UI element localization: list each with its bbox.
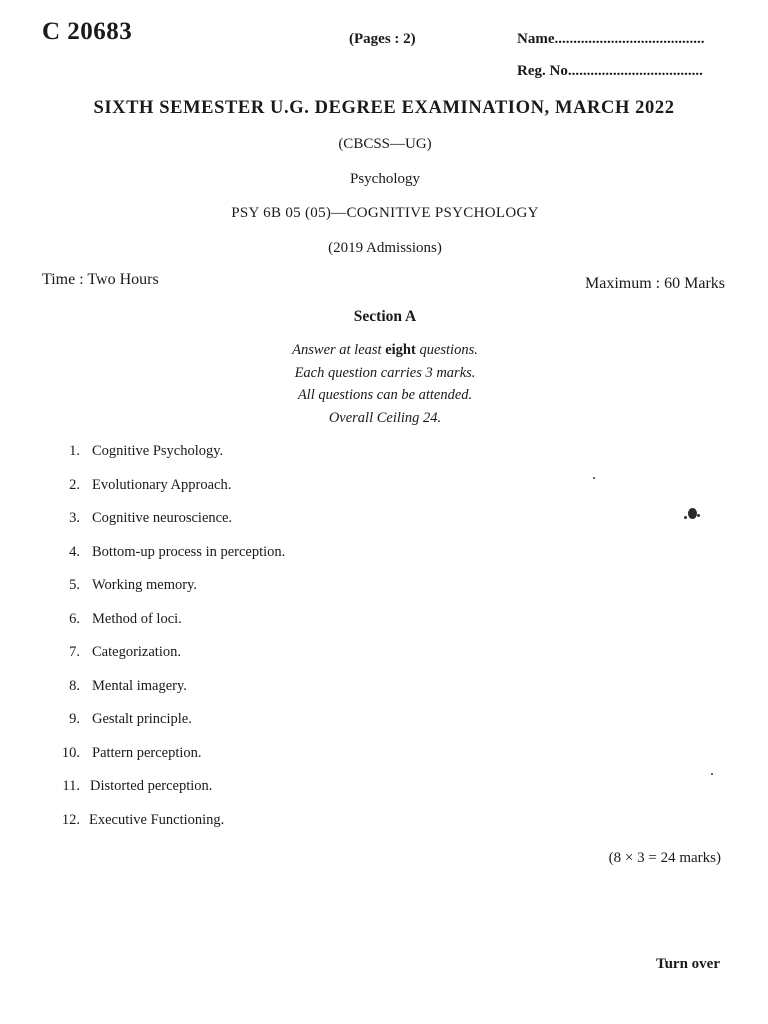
question-text: Distorted perception. [90,778,213,794]
instruction-prefix: Answer at least [292,342,382,358]
scan-speck [711,773,713,775]
question-text: Gestalt principle. [92,711,192,727]
marks-summary: (8 × 3 = 24 marks) [608,850,721,866]
section-heading: Section A [353,308,417,325]
question-number: 1. [69,443,80,459]
question-text: Categorization. [92,644,181,660]
question-paper-code: C 20683 [42,18,133,45]
question-text: Cognitive Psychology. [92,443,224,459]
question-text: Mental imagery. [92,677,187,694]
question-number: 7. [69,644,80,660]
scan-speck [697,514,700,517]
question-text: Bottom-up process in perception. [92,543,286,560]
question-number: 10. [61,744,80,761]
paper-title: PSY 6B 05 (05)—COGNITIVE PSYCHOLOGY [231,205,539,221]
instruction-marks-each: Each question carries 3 marks. [294,365,476,381]
question-number: 6. [69,610,80,627]
candidate-name-field: Name........................................ [517,31,705,47]
question-number: 3. [69,510,80,526]
question-number: 9. [69,711,80,727]
scan-speck [593,477,595,479]
exam-subject: Psychology [349,171,420,187]
maximum-marks: Maximum : 60 Marks [585,275,725,292]
instruction-suffix: questions. [419,342,478,358]
exam-duration: Time : Two Hours [42,271,159,288]
exam-title: SIXTH SEMESTER U.G. DEGREE EXAMINATION, MARCH 2022 [93,98,675,118]
instruction-answer-count [0,342,768,359]
instruction-ceiling: Overall Ceiling 24. [328,410,442,426]
question-text: Working memory. [92,577,198,593]
question-number: 8. [69,677,80,694]
question-number: 5. [69,577,80,593]
question-text: Method of loci. [92,610,182,627]
instruction-emphasis: eight [385,342,416,358]
admission-year: (2019 Admissions) [328,240,442,256]
scan-speck [688,508,697,519]
scan-speck [684,516,687,519]
question-text: Cognitive neuroscience. [92,510,233,526]
question-text: Pattern perception. [92,744,202,761]
exam-scheme: (CBCSS—UG) [338,136,432,152]
question-number: 4. [69,543,80,560]
question-text: Evolutionary Approach. [92,476,232,493]
question-number: 11. [62,778,80,794]
question-text: Executive Functioning. [89,811,225,828]
question-number: 12. [61,811,80,828]
question-number: 2. [69,476,80,493]
page-count: (Pages : 2) [349,31,416,47]
instruction-attend-all: All questions can be attended. [297,387,473,403]
register-number-field: Reg. No.................................... [517,63,703,79]
turn-over-label: Turn over [655,956,720,972]
